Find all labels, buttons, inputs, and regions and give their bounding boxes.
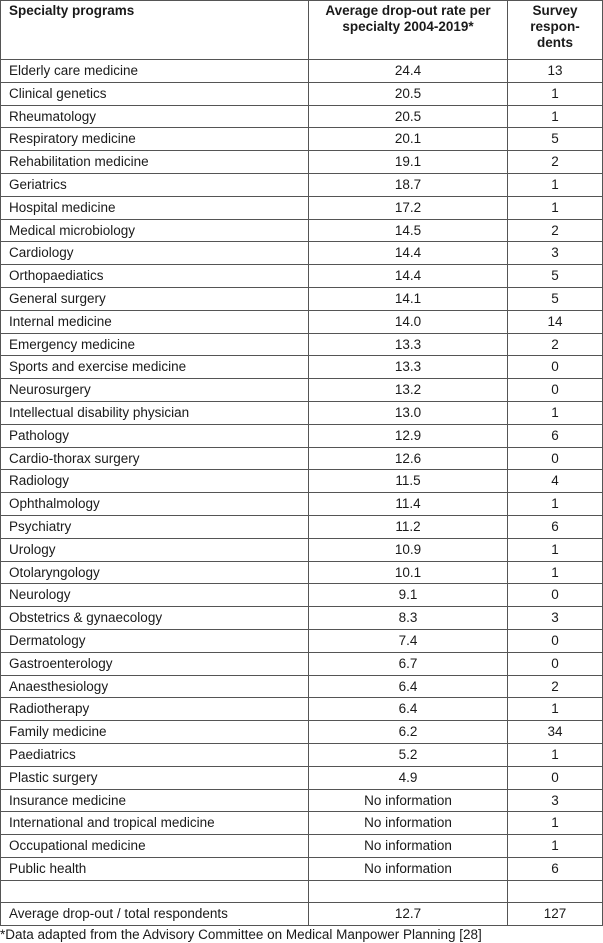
dropout-rate-cell: 20.5 <box>309 82 508 105</box>
specialty-cell: Paediatrics <box>1 743 309 766</box>
specialty-cell: Radiology <box>1 470 309 493</box>
header-respondents: Survey respon-dents <box>508 1 603 60</box>
respondents-cell: 34 <box>508 721 603 744</box>
table-row <box>1 287 603 310</box>
dropout-rate-cell: No information <box>309 857 508 880</box>
respondents-cell: 1 <box>508 561 603 584</box>
specialty-cell: Medical microbiology <box>1 219 309 242</box>
respondents-cell: 6 <box>508 857 603 880</box>
respondents-cell: 1 <box>508 401 603 424</box>
dropout-rate-cell: 14.4 <box>309 265 508 288</box>
dropout-rate-cell <box>309 880 508 903</box>
specialty-cell: Elderly care medicine <box>1 60 309 83</box>
table-row <box>1 424 603 447</box>
specialty-cell: Rheumatology <box>1 105 309 128</box>
respondents-cell: 1 <box>508 105 603 128</box>
specialty-cell: International and tropical medicine <box>1 812 309 835</box>
table-row <box>1 379 603 402</box>
table-row <box>1 470 603 493</box>
dropout-rate-cell: 14.1 <box>309 287 508 310</box>
specialty-cell: Cardio-thorax surgery <box>1 447 309 470</box>
dropout-rate-cell: 13.3 <box>309 333 508 356</box>
dropout-rate-cell: 10.9 <box>309 538 508 561</box>
specialty-cell: Respiratory medicine <box>1 128 309 151</box>
table-row <box>1 151 603 174</box>
specialty-cell: Clinical genetics <box>1 82 309 105</box>
table-row <box>1 447 603 470</box>
footnote: *Data adapted from the Advisory Committee on Medical Manpower Planning [28] <box>0 927 482 943</box>
respondents-cell: 1 <box>508 173 603 196</box>
dropout-rate-cell: 12.9 <box>309 424 508 447</box>
dropout-rate-cell: 6.4 <box>309 698 508 721</box>
specialty-cell: Occupational medicine <box>1 835 309 858</box>
specialty-cell: Cardiology <box>1 242 309 265</box>
dropout-rate-cell: 7.4 <box>309 629 508 652</box>
specialty-cell: Geriatrics <box>1 173 309 196</box>
respondents-cell: 127 <box>508 903 603 926</box>
dropout-rate-cell: 5.2 <box>309 743 508 766</box>
table-row <box>1 698 603 721</box>
specialty-cell <box>1 880 309 903</box>
table-row <box>1 105 603 128</box>
respondents-cell: 2 <box>508 151 603 174</box>
specialty-cell: Intellectual disability physician <box>1 401 309 424</box>
respondents-cell: 6 <box>508 515 603 538</box>
specialty-cell: Neurosurgery <box>1 379 309 402</box>
dropout-rate-cell: 12.6 <box>309 447 508 470</box>
table-row <box>1 82 603 105</box>
respondents-cell: 1 <box>508 743 603 766</box>
table-row <box>1 515 603 538</box>
table-row <box>1 493 603 516</box>
header-dropout-rate: Average drop-out rate per specialty 2004-2019* <box>309 1 508 60</box>
respondents-cell <box>508 880 603 903</box>
specialty-cell: Family medicine <box>1 721 309 744</box>
respondents-cell: 3 <box>508 242 603 265</box>
specialty-cell: Gastroenterology <box>1 652 309 675</box>
specialty-cell: Average drop-out / total respondents <box>1 903 309 926</box>
respondents-cell: 13 <box>508 60 603 83</box>
specialty-cell: Insurance medicine <box>1 789 309 812</box>
table-row <box>1 857 603 880</box>
dropout-rate-cell: 14.4 <box>309 242 508 265</box>
specialty-cell: Emergency medicine <box>1 333 309 356</box>
dropout-rate-cell: 6.2 <box>309 721 508 744</box>
dropout-rate-cell: 17.2 <box>309 196 508 219</box>
respondents-cell: 5 <box>508 287 603 310</box>
respondents-cell: 1 <box>508 698 603 721</box>
dropout-rate-cell: 4.9 <box>309 766 508 789</box>
respondents-cell: 1 <box>508 493 603 516</box>
table-row <box>1 607 603 630</box>
specialty-cell: Neurology <box>1 584 309 607</box>
dropout-rate-cell: 8.3 <box>309 607 508 630</box>
specialty-cell: Anaesthesiology <box>1 675 309 698</box>
dropout-rate-cell: 9.1 <box>309 584 508 607</box>
table-row <box>1 265 603 288</box>
table-row <box>1 812 603 835</box>
table-row <box>1 561 603 584</box>
dropout-rate-cell: 11.4 <box>309 493 508 516</box>
specialty-cell: General surgery <box>1 287 309 310</box>
respondents-cell: 5 <box>508 265 603 288</box>
dropout-rate-cell: 13.0 <box>309 401 508 424</box>
dropout-rate-cell: 14.5 <box>309 219 508 242</box>
table-row <box>1 333 603 356</box>
table-row <box>1 766 603 789</box>
specialty-cell: Ophthalmology <box>1 493 309 516</box>
header-row <box>1 1 603 60</box>
dropout-rate-cell: 13.2 <box>309 379 508 402</box>
respondents-cell: 1 <box>508 812 603 835</box>
table-row <box>1 584 603 607</box>
table-row <box>1 880 603 903</box>
dropout-rate-cell: 11.5 <box>309 470 508 493</box>
table-row <box>1 835 603 858</box>
specialty-cell: Urology <box>1 538 309 561</box>
dropout-rate-cell: No information <box>309 789 508 812</box>
table-row <box>1 310 603 333</box>
respondents-cell: 0 <box>508 652 603 675</box>
specialty-cell: Radiotherapy <box>1 698 309 721</box>
table-row <box>1 356 603 379</box>
specialty-cell: Orthopaediatics <box>1 265 309 288</box>
dropout-rate-cell: 20.5 <box>309 105 508 128</box>
specialty-cell: Sports and exercise medicine <box>1 356 309 379</box>
table-row <box>1 401 603 424</box>
respondents-cell: 0 <box>508 379 603 402</box>
respondents-cell: 5 <box>508 128 603 151</box>
table-row <box>1 242 603 265</box>
dropout-rate-cell: 12.7 <box>309 903 508 926</box>
specialty-cell: Hospital medicine <box>1 196 309 219</box>
respondents-cell: 4 <box>508 470 603 493</box>
header-specialty: Specialty programs <box>1 1 309 60</box>
table-row <box>1 652 603 675</box>
table-row <box>1 538 603 561</box>
respondents-cell: 1 <box>508 82 603 105</box>
dropout-rate-cell: 20.1 <box>309 128 508 151</box>
specialty-cell: Otolaryngology <box>1 561 309 584</box>
respondents-cell: 1 <box>508 538 603 561</box>
respondents-cell: 1 <box>508 835 603 858</box>
dropout-rate-cell: No information <box>309 835 508 858</box>
table-row <box>1 60 603 83</box>
respondents-cell: 0 <box>508 447 603 470</box>
specialty-cell: Psychiatry <box>1 515 309 538</box>
respondents-cell: 0 <box>508 629 603 652</box>
respondents-cell: 2 <box>508 219 603 242</box>
specialty-cell: Obstetrics & gynaecology <box>1 607 309 630</box>
dropout-rate-cell: 11.2 <box>309 515 508 538</box>
dropout-rate-cell: 24.4 <box>309 60 508 83</box>
table-row <box>1 629 603 652</box>
dropout-rate-cell: 19.1 <box>309 151 508 174</box>
table-row <box>1 196 603 219</box>
respondents-cell: 2 <box>508 675 603 698</box>
respondents-cell: 0 <box>508 356 603 379</box>
table-row <box>1 903 603 926</box>
respondents-cell: 1 <box>508 196 603 219</box>
table-row <box>1 219 603 242</box>
table-row <box>1 721 603 744</box>
table-row <box>1 743 603 766</box>
respondents-cell: 2 <box>508 333 603 356</box>
specialty-cell: Rehabilitation medicine <box>1 151 309 174</box>
dropout-rate-cell: 10.1 <box>309 561 508 584</box>
specialty-cell: Internal medicine <box>1 310 309 333</box>
table-row <box>1 173 603 196</box>
dropout-rate-cell: 6.7 <box>309 652 508 675</box>
table-row <box>1 675 603 698</box>
dropout-rate-cell: No information <box>309 812 508 835</box>
table-row <box>1 789 603 812</box>
specialty-cell: Pathology <box>1 424 309 447</box>
dropout-rate-cell: 13.3 <box>309 356 508 379</box>
respondents-cell: 0 <box>508 766 603 789</box>
table-row <box>1 128 603 151</box>
dropout-rate-cell: 18.7 <box>309 173 508 196</box>
specialty-cell: Plastic surgery <box>1 766 309 789</box>
specialty-cell: Public health <box>1 857 309 880</box>
respondents-cell: 3 <box>508 789 603 812</box>
dropout-rate-cell: 14.0 <box>309 310 508 333</box>
specialty-cell: Dermatology <box>1 629 309 652</box>
respondents-cell: 14 <box>508 310 603 333</box>
respondents-cell: 6 <box>508 424 603 447</box>
respondents-cell: 3 <box>508 607 603 630</box>
respondents-cell: 0 <box>508 584 603 607</box>
dropout-rate-cell: 6.4 <box>309 675 508 698</box>
